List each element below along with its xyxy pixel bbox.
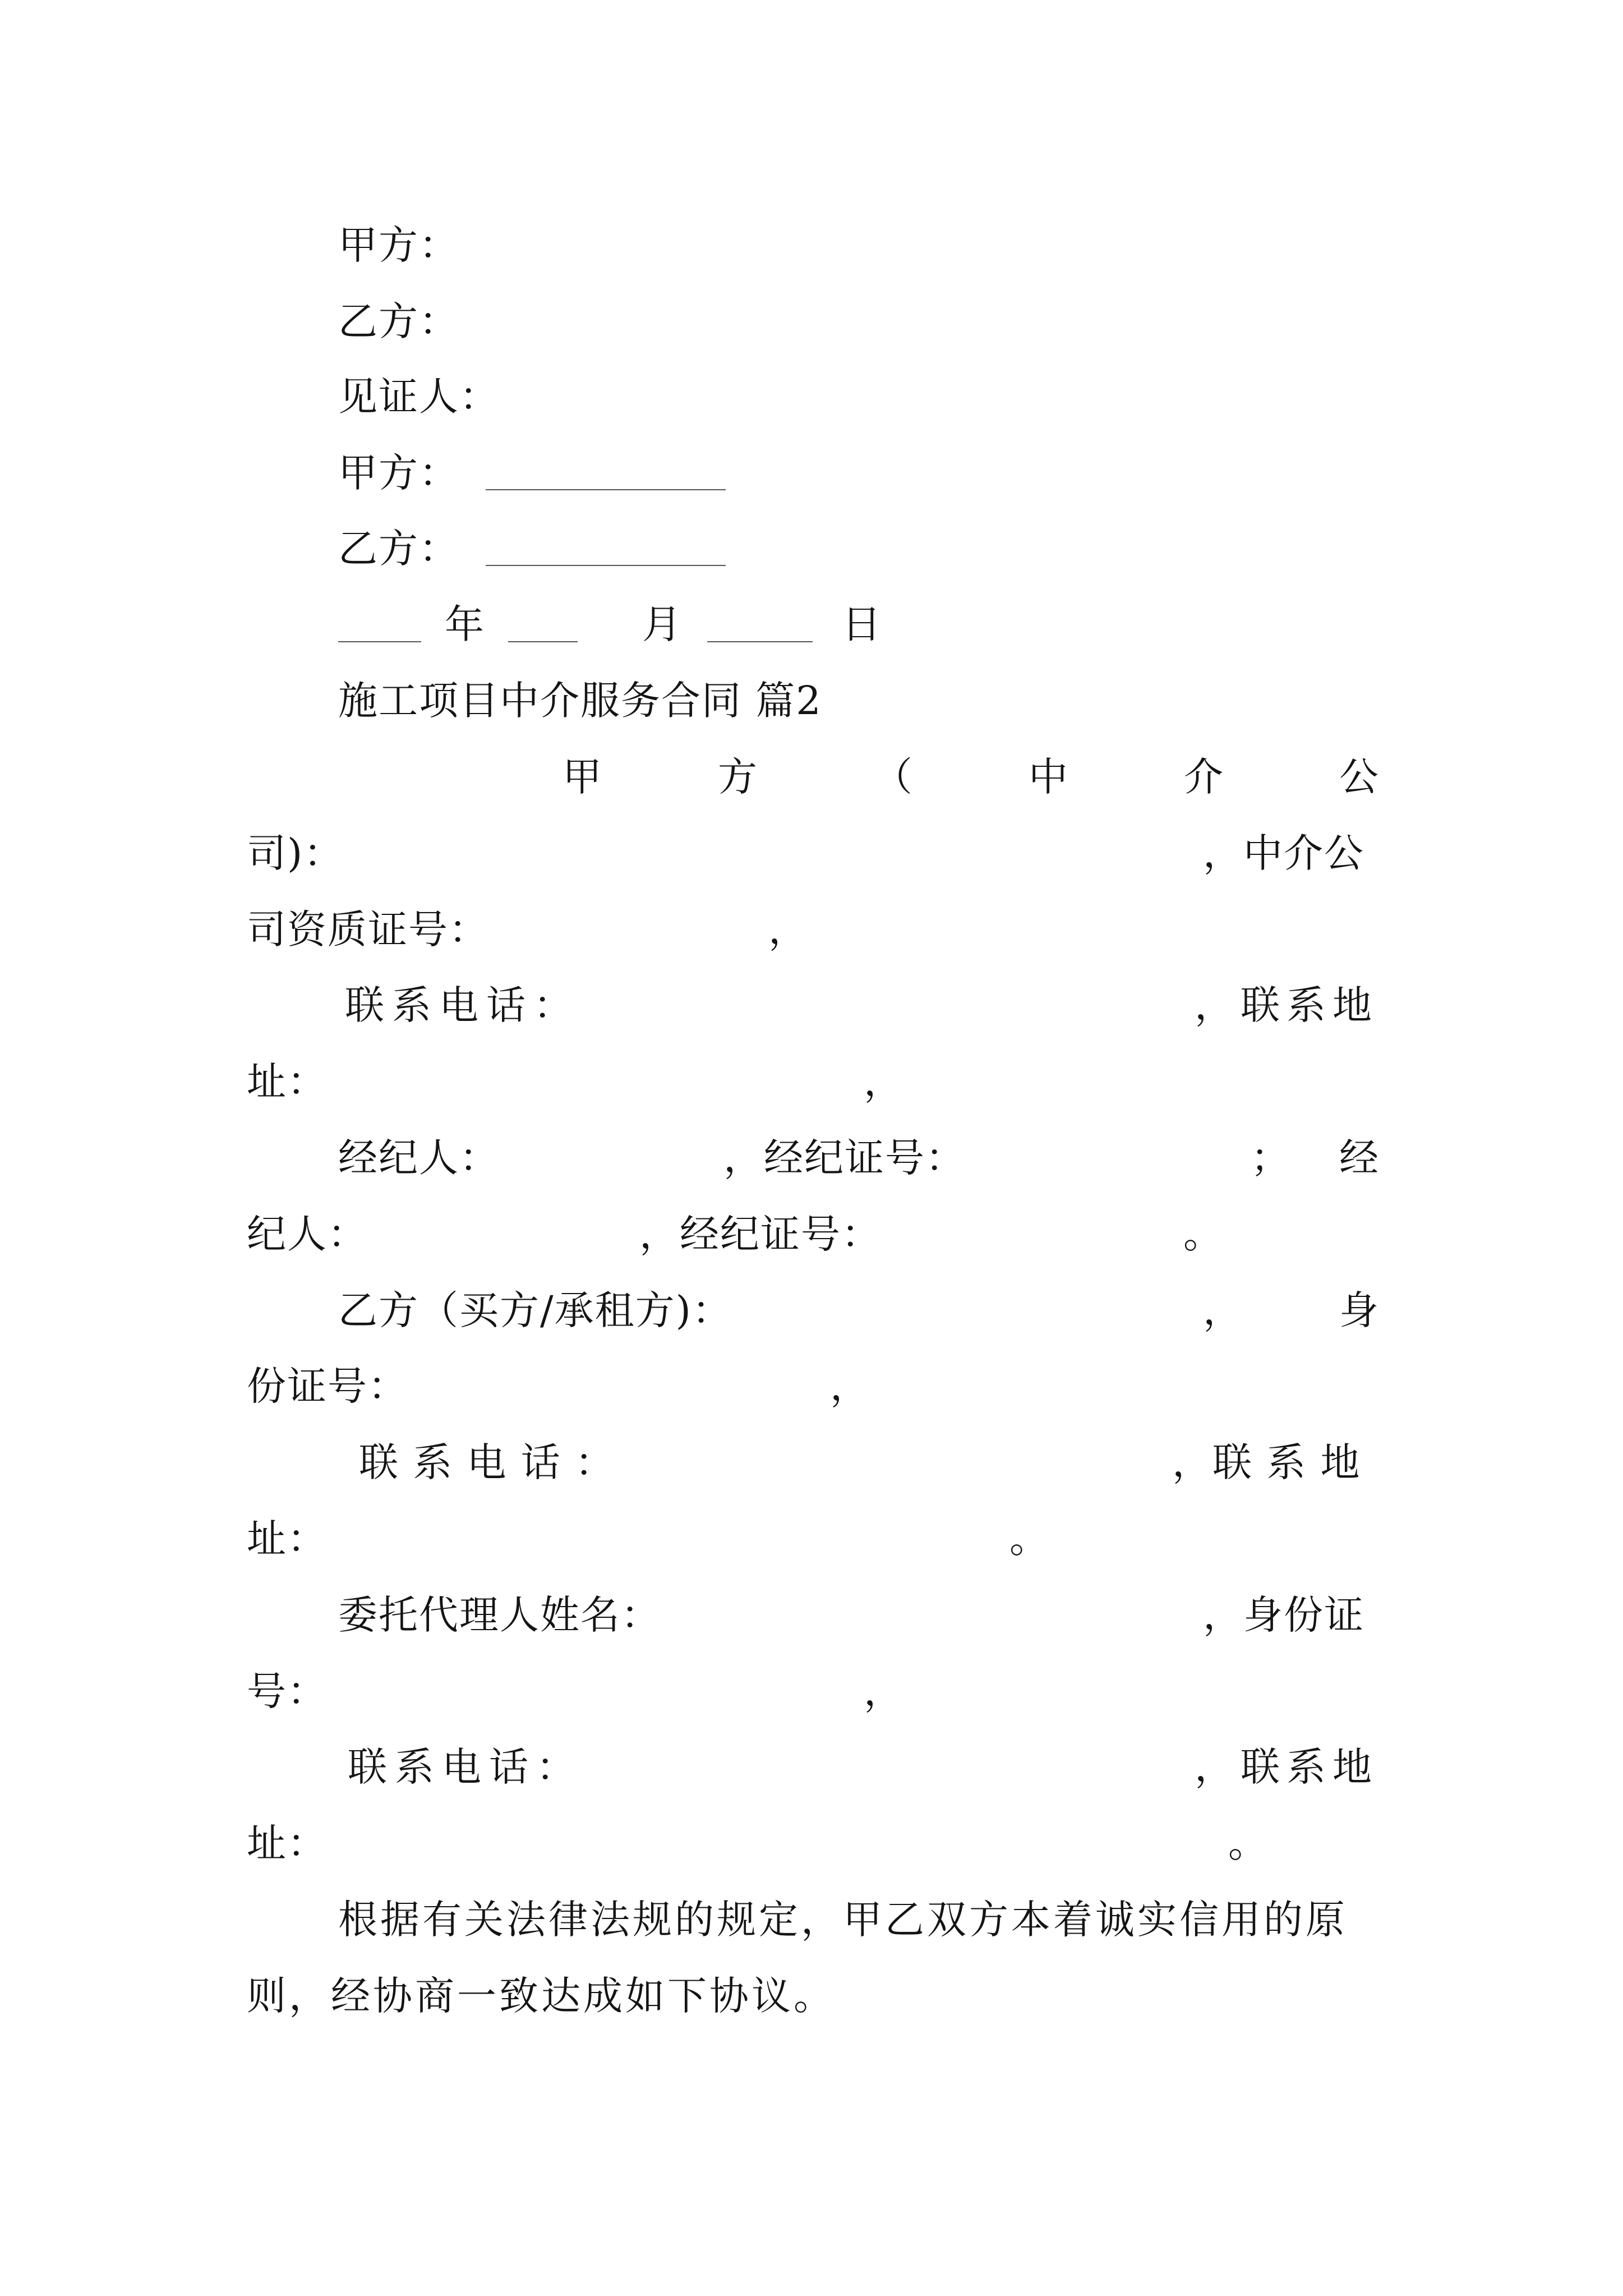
heading-char: 介 bbox=[1184, 754, 1223, 800]
agent2-period: 。 bbox=[1183, 1211, 1224, 1257]
address-comma-a: ， bbox=[864, 1059, 904, 1105]
proxy-name-label: 委托代理人姓名： bbox=[338, 1592, 661, 1638]
phone-label-c: 联系电话： bbox=[348, 1744, 583, 1790]
agent1-semicolon: ； bbox=[1251, 1135, 1291, 1181]
party-a-label: 甲方： bbox=[338, 222, 459, 268]
phone-label-b: 联 系 电 话 ： bbox=[359, 1439, 616, 1485]
day-label: 日 bbox=[842, 601, 882, 647]
address-end-c: ，联系地 bbox=[1195, 1744, 1378, 1790]
address-label-b: 址： bbox=[247, 1516, 328, 1562]
section-title: 施工项目中介服务合同 篇2 bbox=[338, 678, 822, 724]
heading-char: 方 bbox=[718, 754, 757, 800]
preamble-line-1: 根据有关法律法规的规定，甲乙双方本着诚实信用的原 bbox=[338, 1897, 1348, 1943]
id-label: 份证号： bbox=[247, 1363, 408, 1409]
heading-char: 中 bbox=[1029, 754, 1068, 800]
party-b-signature-blank bbox=[486, 565, 726, 566]
proxy-id-end: ，身份证 bbox=[1203, 1592, 1364, 1638]
party-b-label: 乙方（买方/承租方)： bbox=[338, 1287, 732, 1333]
party-a-line2-end: ，中介公 bbox=[1203, 830, 1364, 876]
witness-label: 见证人： bbox=[338, 374, 500, 420]
agent1-end-char: 经 bbox=[1339, 1135, 1380, 1181]
address-end-a: ，联系地 bbox=[1195, 982, 1378, 1028]
year-blank bbox=[338, 641, 421, 642]
party-a-signature-blank bbox=[486, 489, 726, 490]
month-label: 月 bbox=[642, 601, 683, 647]
address-end-b: ，联 系 地 bbox=[1172, 1439, 1361, 1485]
party-a-heading bbox=[562, 754, 1378, 800]
address-period-b: 。 bbox=[1009, 1516, 1050, 1562]
license-comma: ， bbox=[768, 907, 809, 953]
agent1-cert-label: ，经纪证号： bbox=[723, 1135, 966, 1181]
party-b-signature-label: 乙方： bbox=[338, 526, 459, 572]
heading-char: 公 bbox=[1339, 754, 1378, 800]
preamble-line-2: 则，经协商一致达成如下协议。 bbox=[247, 1973, 836, 2019]
license-label: 司资质证号： bbox=[247, 907, 489, 953]
agent2-cert-label: ，经纪证号： bbox=[639, 1211, 882, 1257]
address-period-c: 。 bbox=[1228, 1820, 1269, 1866]
proxy-id-label: 号： bbox=[247, 1668, 328, 1714]
year-label: 年 bbox=[445, 601, 485, 647]
address-label-c: 址： bbox=[247, 1820, 328, 1866]
month-blank bbox=[508, 641, 578, 642]
agent1-label: 经纪人： bbox=[338, 1135, 500, 1181]
agent2-label: 纪人： bbox=[247, 1211, 368, 1257]
party-b-label: 乙方： bbox=[338, 298, 459, 344]
heading-char: 甲 bbox=[562, 754, 602, 800]
phone-label-a: 联系电话： bbox=[345, 982, 580, 1028]
day-blank bbox=[707, 641, 813, 642]
proxy-id-comma: ， bbox=[864, 1668, 904, 1714]
address-label-a: 址： bbox=[247, 1059, 328, 1105]
party-a-signature-label: 甲方： bbox=[338, 450, 459, 496]
party-a-line2-start: 司)： bbox=[247, 830, 344, 876]
party-b-comma: ， bbox=[1203, 1287, 1243, 1333]
id-comma: ， bbox=[830, 1363, 870, 1409]
heading-char: （ bbox=[873, 754, 912, 800]
party-b-end-char: 身 bbox=[1339, 1287, 1380, 1333]
